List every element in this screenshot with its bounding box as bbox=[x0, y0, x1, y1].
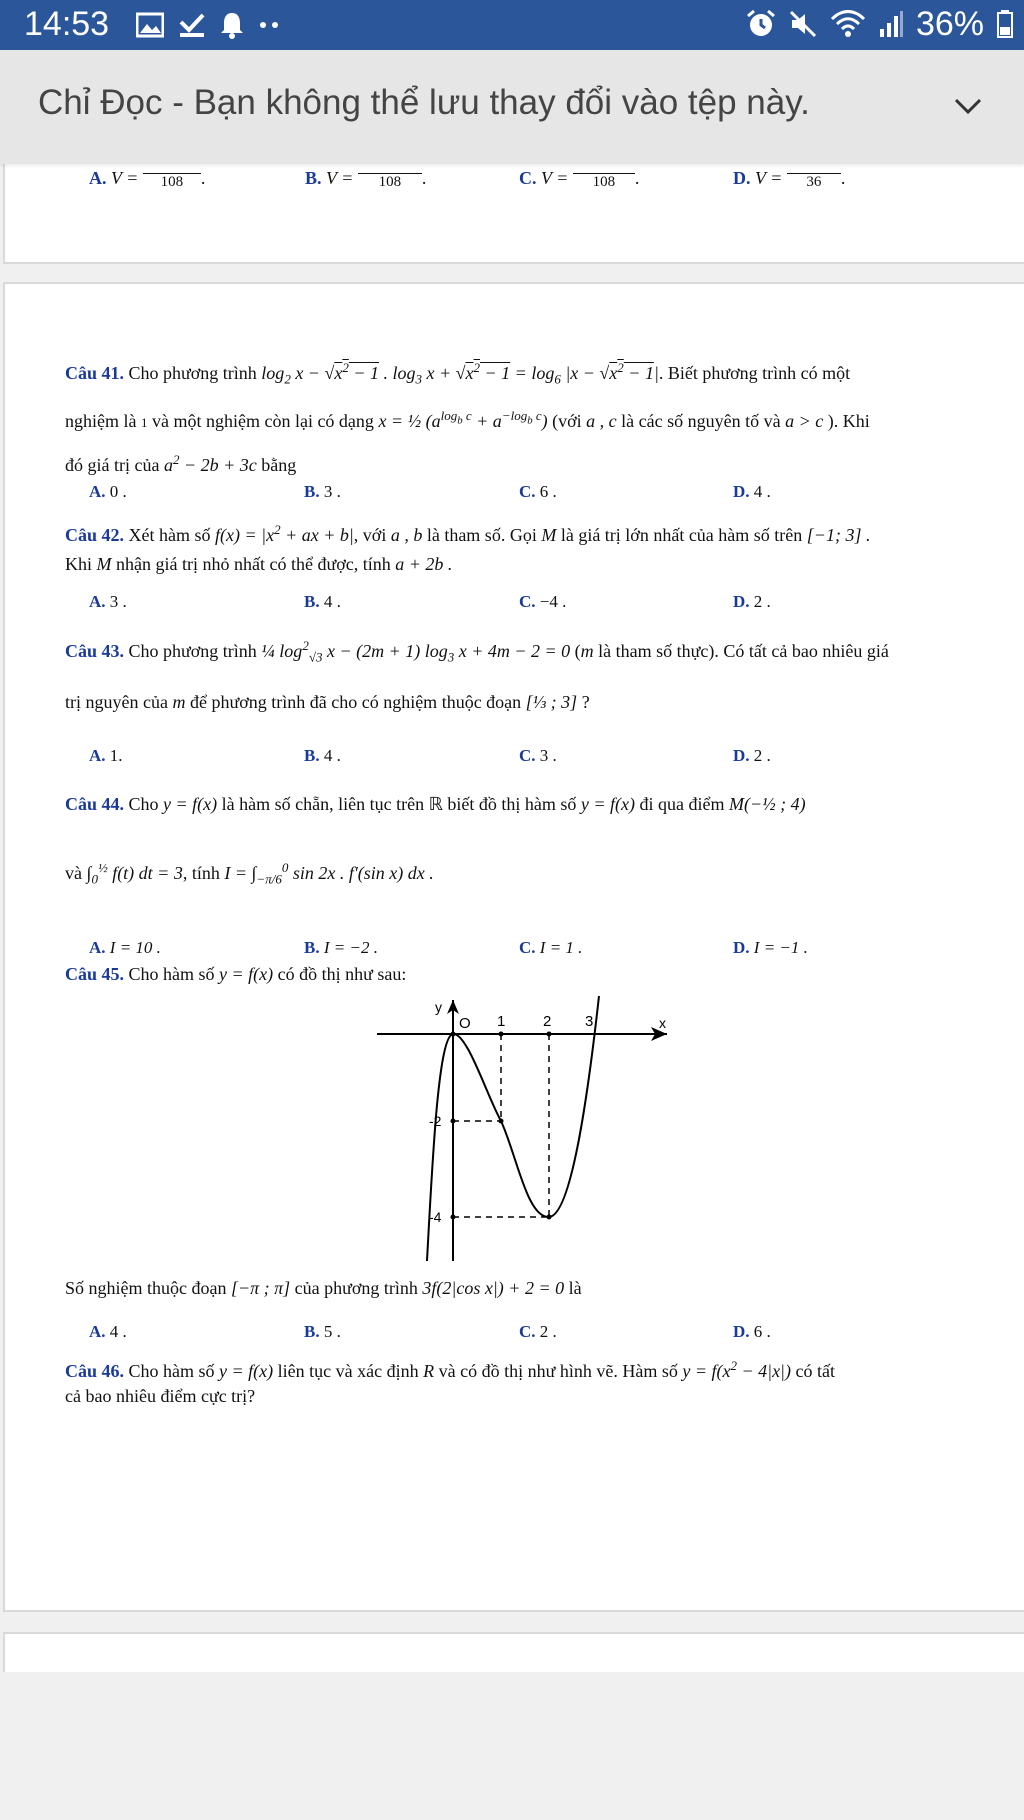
q40-option-d: D. V = 36 . bbox=[733, 168, 846, 191]
document-page-next bbox=[3, 1632, 1024, 1672]
mute-icon bbox=[788, 9, 818, 39]
q43-option-d[interactable]: D. 2 . bbox=[733, 746, 771, 765]
status-time: 14:53 bbox=[24, 5, 110, 43]
chevron-down-icon[interactable] bbox=[948, 86, 988, 126]
alarm-icon bbox=[746, 9, 776, 39]
q43-option-c[interactable]: C. 3 . bbox=[519, 746, 557, 765]
label-x: x bbox=[659, 1015, 666, 1031]
wifi-icon bbox=[830, 9, 866, 39]
status-left-icons bbox=[136, 8, 282, 42]
q44-option-c[interactable]: C. I = 1 . bbox=[519, 938, 583, 957]
q41-option-d[interactable]: D. 4 . bbox=[733, 482, 771, 501]
more-dots-icon bbox=[258, 20, 282, 30]
read-only-banner bbox=[0, 50, 1024, 164]
q45-option-b[interactable]: B. 5 . bbox=[304, 1322, 341, 1341]
q40-option-c: C. V = 108 . bbox=[519, 168, 640, 191]
q45-line1: Câu 45. Cho hàm số y = f(x) có đồ thị như sau: bbox=[65, 964, 407, 984]
q42-option-b[interactable]: B. 4 . bbox=[304, 592, 341, 611]
q40-option-a: A. V = 108 . bbox=[89, 168, 206, 191]
q41-option-c[interactable]: C. 6 . bbox=[519, 482, 557, 501]
q45-option-c[interactable]: C. 2 . bbox=[519, 1322, 557, 1341]
label-1: 1 bbox=[497, 1013, 506, 1030]
q44-option-b[interactable]: B. I = −2 . bbox=[304, 938, 378, 957]
q45-function-graph bbox=[367, 996, 677, 1266]
document-page bbox=[3, 282, 1024, 1612]
read-only-message: Chỉ Đọc - Bạn không thể lưu thay đổi vào tệp này. bbox=[38, 83, 810, 122]
battery-percent: 36% bbox=[915, 5, 984, 43]
q46-line1: Câu 46. Cho hàm số y = f(x) liên tục và xác định R và có đồ thị như hình vẽ. Hàm số $y = f(x^2 - 4|x|)$ có tất bbox=[65, 1358, 835, 1381]
q41-option-a[interactable]: A. 0 . bbox=[89, 482, 127, 501]
status-bar bbox=[0, 0, 1024, 50]
q41-line2: nghiệm là 1 và một nghiệm còn lại có dạng x = ½ $(a^{log_b c} + a^{-log_b c})$ (với a , c là các số nguyên tố và a > c ). Khi bbox=[65, 408, 870, 431]
q41-line3: đó giá trị của $a^2 - 2b + 3c$ bằng bbox=[65, 452, 297, 475]
label-minus2: -2 bbox=[429, 1113, 442, 1129]
q45-line2: Số nghiệm thuộc đoạn [−π ; π] của phương trình 3f(2|cos x|) + 2 = 0 là bbox=[65, 1278, 582, 1298]
q42-line2: Khi M nhận giá trị nhỏ nhất có thể được, tính a + 2b . bbox=[65, 554, 453, 574]
label-3: 3 bbox=[585, 1013, 594, 1030]
q42-option-a[interactable]: A. 3 . bbox=[89, 592, 127, 611]
label-origin: O bbox=[459, 1015, 471, 1032]
q42-line1: Câu 42. Xét hàm số $f(x) = |x^2$ + ax + b|, với a , b là tham số. Gọi M là giá trị lớn nhất của hàm số trên [−1; 3] . bbox=[65, 522, 871, 545]
download-done-icon bbox=[178, 12, 206, 38]
q44-line1: Câu 44. Cho y = f(x) là hàm số chẵn, liên tục trên ℝ biết đồ thị hàm số y = f(x) đi qua điểm M(−½ ; 4) bbox=[65, 794, 806, 814]
q41-line1: Câu 41. Cho phương trình $\log_2 x - √x^2 - 1$ . $\log_3 x + √x^2 - 1 = \log_6 |x - √x^2 - 1|$. Biết phương trình có một bbox=[65, 360, 851, 387]
q45-option-d[interactable]: D. 6 . bbox=[733, 1322, 771, 1341]
q44-line2: và $\int_0^{\frac{1}{2}}$ f(t) dt = 3, tính $I = \int_{-\pi/6}^0$ sin 2x . f′(sin x) dx . bbox=[65, 860, 434, 887]
q43-line2: trị nguyên của m để phương trình đã cho có nghiệm thuộc đoạn [⅓ ; 3] ? bbox=[65, 692, 590, 712]
q42-option-d[interactable]: D. 2 . bbox=[733, 592, 771, 611]
bell-icon bbox=[220, 11, 244, 39]
q43-option-a[interactable]: A. 1. bbox=[89, 746, 123, 765]
q44-option-d[interactable]: D. I = −1 . bbox=[733, 938, 808, 957]
status-right-icons bbox=[746, 4, 1014, 44]
q45-option-a[interactable]: A. 4 . bbox=[89, 1322, 127, 1341]
q41-option-b[interactable]: B. 3 . bbox=[304, 482, 341, 501]
battery-icon bbox=[996, 9, 1014, 39]
label-y: y bbox=[435, 999, 442, 1015]
signal-icon bbox=[878, 9, 904, 39]
image-icon bbox=[136, 12, 164, 38]
label-minus4: -4 bbox=[429, 1209, 442, 1225]
q44-option-a[interactable]: A. I = 10 . bbox=[89, 938, 161, 957]
q46-line2: cả bao nhiêu điểm cực trị? bbox=[65, 1386, 256, 1406]
label-2: 2 bbox=[543, 1013, 552, 1030]
q43-line1: Câu 43. Cho phương trình ¼ $\log^2_{√3} x - (2m + 1)$ $\log_3 x + 4m - 2 = 0$ (m là tham số thực). Có tất cả bao nhiêu giá bbox=[65, 638, 889, 665]
q40-option-b: B. V = 108 . bbox=[305, 168, 427, 191]
q43-option-b[interactable]: B. 4 . bbox=[304, 746, 341, 765]
q42-option-c[interactable]: C. −4 . bbox=[519, 592, 567, 611]
